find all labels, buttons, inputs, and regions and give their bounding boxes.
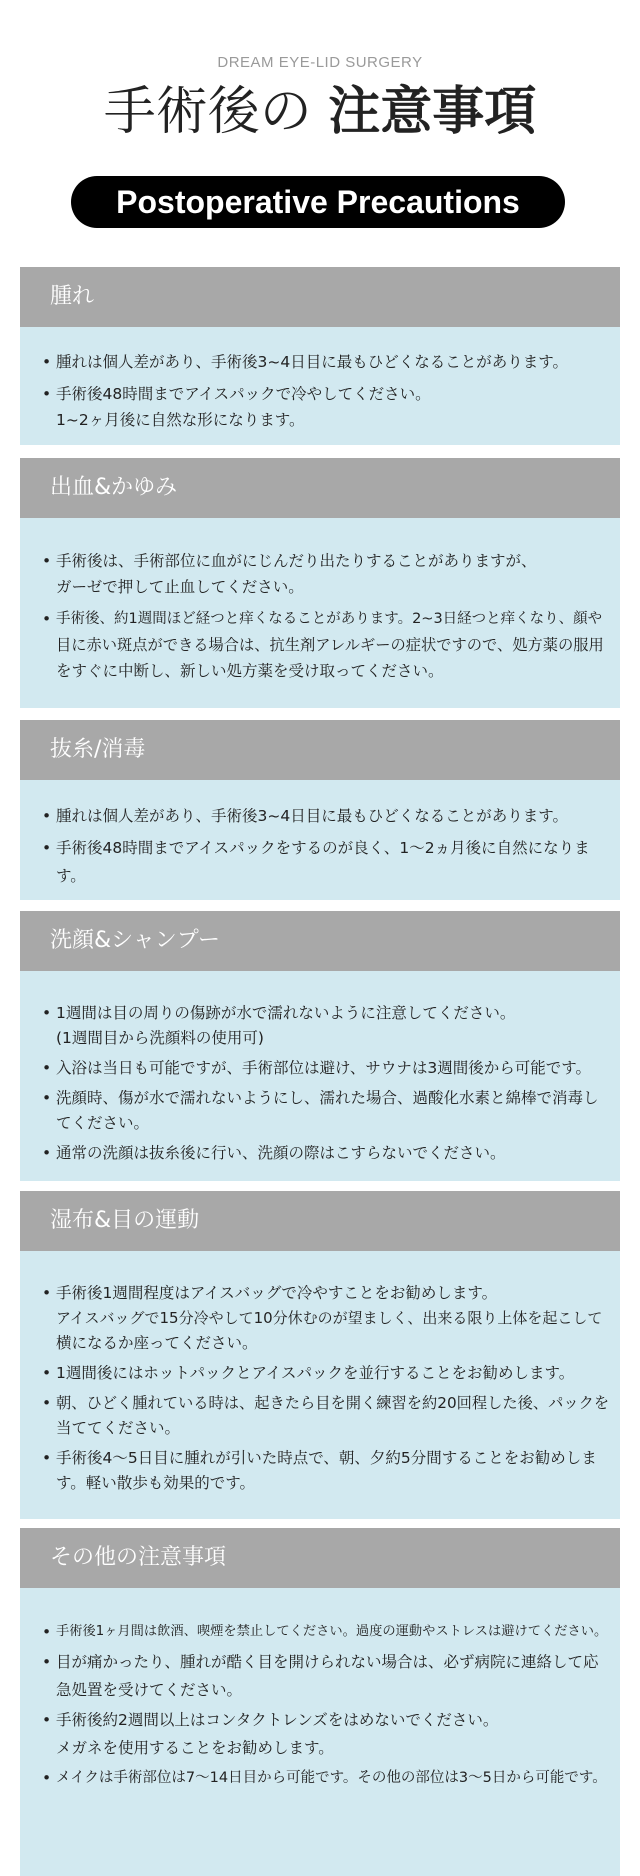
item-line: す。 (56, 867, 86, 885)
list-item (42, 548, 610, 600)
list-item (42, 381, 610, 433)
item-line: 目に赤い斑点ができる場合は、抗生剤アレルギーの症状ですので、処方薬の服用 (56, 636, 604, 654)
bullet-list (42, 548, 610, 684)
section-body (20, 1588, 620, 1876)
bullet-dot: • (42, 1623, 52, 1641)
item-line: てください。 (56, 1114, 150, 1132)
section-body (20, 518, 620, 708)
item-line: メイクは手術部位は7〜14日目から可能です。その他の部位は3〜5日から可能です。 (56, 1770, 607, 1786)
item-line: 手術後1週間程度はアイスバッグで冷やすことをお勧めします。 (56, 1284, 498, 1302)
bullet-dot: • (42, 385, 52, 403)
bullet-dot: • (42, 610, 52, 628)
page-title-bold: 注意事項 (328, 82, 537, 142)
section-2 (20, 458, 620, 708)
list-item (42, 1446, 610, 1496)
list-item (42, 1281, 610, 1356)
section-body (20, 780, 620, 900)
section-title: 出血&かゆみ (20, 458, 620, 518)
item-line: 手術後48時間までアイスパックで冷やしてください。 (56, 385, 431, 403)
bullet-dot: • (42, 839, 52, 857)
list-item (42, 834, 610, 890)
bullet-list (42, 1001, 610, 1166)
item-line: す。軽い散歩も効果的です。 (56, 1474, 256, 1492)
section-3 (20, 720, 620, 900)
section-body (20, 971, 620, 1181)
section-5 (20, 1191, 620, 1519)
item-line: 手術後約2週間以上はコンタクトレンズをはめないでください。 (56, 1711, 499, 1729)
bullet-dot: • (42, 1364, 52, 1382)
section-title: 洗顔&シャンプー (20, 911, 620, 971)
list-item (42, 802, 610, 830)
section-1 (20, 267, 620, 445)
bullet-dot: • (42, 1144, 52, 1162)
item-line: 手術後は、手術部位に血がにじんだり出たりすることがありますが、 (56, 552, 537, 570)
item-line: 急処置を受けてください。 (56, 1681, 243, 1699)
bullet-list (42, 349, 610, 433)
item-line: 手術後48時間までアイスパックをするのが良く、1〜2ヵ月後に自然になりま (56, 839, 590, 857)
bullet-dot: • (42, 552, 52, 570)
item-line: 手術後4〜5日目に腫れが引いた時点で、朝、夕約5分間することをお勧めしま (56, 1449, 597, 1467)
bullet-dot: • (42, 1769, 52, 1787)
list-item (42, 1056, 610, 1081)
list-item (42, 1706, 610, 1762)
item-line: 入浴は当日も可能ですが、手術部位は避け、サウナは3週間後から可能です。 (56, 1059, 592, 1077)
item-line: 通常の洗顔は抜糸後に行い、洗顔の際はこすらないでください。 (56, 1144, 506, 1162)
item-line: メガネを使用することをお勧めします。 (56, 1739, 334, 1757)
list-item (42, 1648, 610, 1704)
section-body (20, 327, 620, 445)
item-line: 1週間は目の周りの傷跡が水で濡れないように注意してください。 (56, 1004, 516, 1022)
item-line: 当ててください。 (56, 1419, 181, 1437)
item-line: 横になるか座ってください。 (56, 1334, 258, 1352)
list-item (42, 1764, 610, 1792)
section-4 (20, 911, 620, 1181)
item-line: 1週間後にはホットパックとアイスパックを並行することをお勧めします。 (56, 1364, 575, 1382)
item-line: 腫れは個人差があり、手術後3~4日目に最もひどくなることがあります。 (56, 807, 568, 825)
bullet-list (42, 1281, 610, 1496)
bullet-dot: • (42, 1284, 52, 1302)
item-line: 目が痛かったり、腫れが酷く目を開けられない場合は、必ず病院に連絡して応 (56, 1653, 599, 1671)
bullet-dot: • (42, 1449, 52, 1467)
list-item (42, 1086, 610, 1136)
section-title: その他の注意事項 (20, 1528, 620, 1588)
item-line: 洗顔時、傷が水で濡れないようにし、濡れた場合、過酸化水素と綿棒で消毒し (56, 1089, 599, 1107)
bullet-dot: • (42, 1653, 52, 1671)
item-line: 手術後1ヶ月間は飲酒、喫煙を禁止してください。過度の運動やストレスは避けてください。 (56, 1624, 608, 1639)
item-line: 朝、ひどく腫れている時は、起きたら目を開く練習を約20回程した後、パックを (56, 1394, 610, 1412)
item-line: 1~2ヶ月後に自然な形になります。 (56, 411, 305, 429)
page-title-light: 手術後の (103, 82, 312, 142)
bullet-dot: • (42, 1059, 52, 1077)
item-line: 手術後、約1週間ほど経つと痒くなることがあります。2~3日経つと痒くなり、顔や (56, 611, 603, 627)
item-line: をすぐに中断し、新しい処方薬を受け取ってください。 (56, 662, 444, 680)
bullet-dot: • (42, 353, 52, 371)
bullet-list (42, 802, 610, 890)
bullet-dot: • (42, 807, 52, 825)
section-body (20, 1251, 620, 1519)
list-item (42, 349, 610, 375)
bullet-dot: • (42, 1711, 52, 1729)
item-line: 腫れは個人差があり、手術後3~4日目に最もひどくなることがあります。 (56, 353, 568, 371)
section-title: 抜糸/消毒 (20, 720, 620, 780)
item-line: アイスバッグで15分冷やして10分休むのが望ましく、出来る限り上体を起こして (56, 1309, 603, 1327)
item-line: ガーゼで押して止血してください。 (56, 578, 304, 596)
page-title (0, 76, 640, 148)
bullet-dot: • (42, 1394, 52, 1412)
eyebrow-label: DREAM EYE-LID SURGERY (217, 54, 423, 71)
bullet-list (42, 1618, 610, 1792)
list-item (42, 1001, 610, 1051)
bullet-dot: • (42, 1089, 52, 1107)
section-title: 湿布&目の運動 (20, 1191, 620, 1251)
list-item (42, 606, 610, 684)
section-title: 腫れ (20, 267, 620, 327)
list-item (42, 1391, 610, 1441)
list-item (42, 1361, 610, 1386)
subtitle-pill: Postoperative Precautions (71, 176, 565, 228)
section-6 (20, 1528, 620, 1876)
list-item (42, 1141, 610, 1166)
item-line: (1週間目から洗顔料の使用可) (56, 1029, 264, 1047)
bullet-dot: • (42, 1004, 52, 1022)
list-item (42, 1618, 610, 1646)
